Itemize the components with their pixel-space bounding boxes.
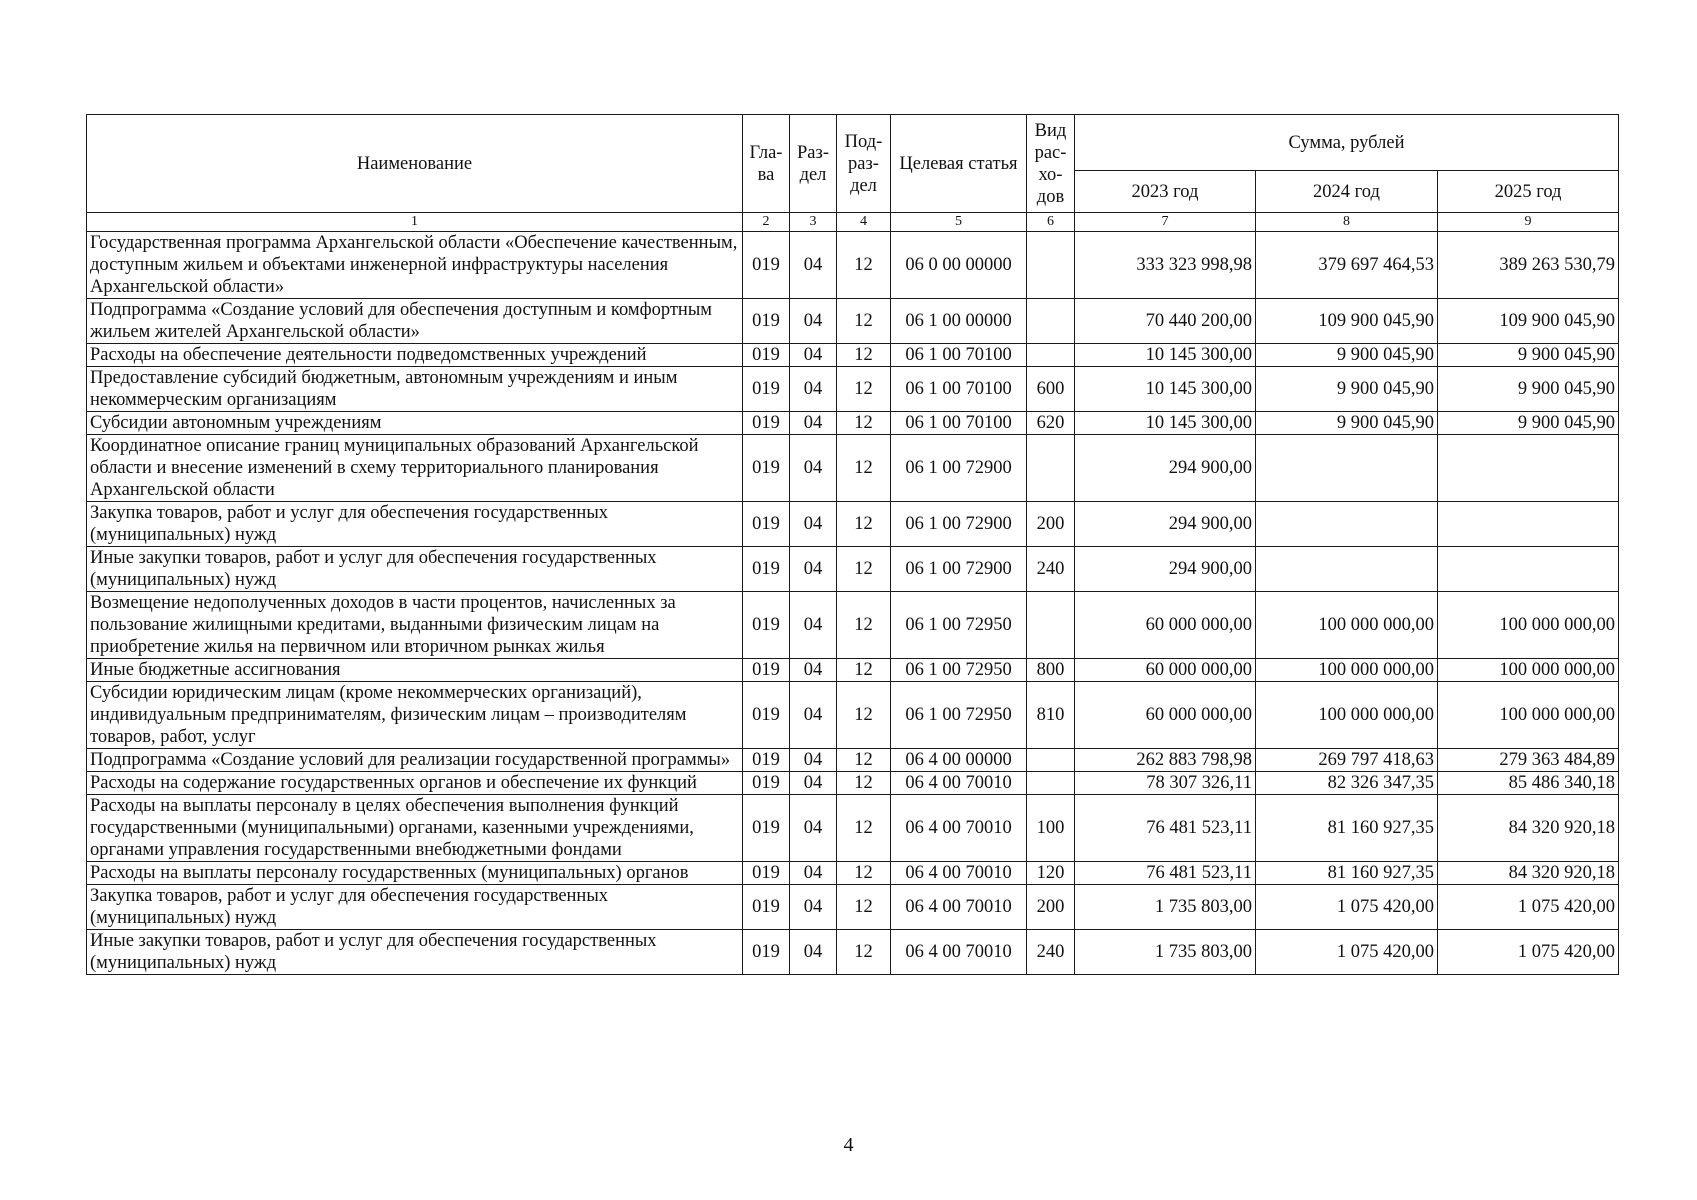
row-amount-2025 [1438,435,1619,502]
row-subsection: 12 [837,592,891,659]
row-amount-2023: 294 900,00 [1075,547,1256,592]
row-name: Закупка товаров, работ и услуг для обеспечения государственных (муниципальных) нужд [87,502,743,547]
row-amount-2024: 100 000 000,00 [1256,682,1438,749]
column-number: 9 [1438,213,1619,232]
row-chapter: 019 [743,772,790,795]
header-sum-group: Сумма, рублей [1075,115,1619,171]
table-row [87,344,1619,367]
row-amount-2024: 1 075 420,00 [1256,930,1438,975]
row-section: 04 [790,412,837,435]
row-target-article: 06 4 00 70010 [891,862,1027,885]
row-name: Подпрограмма «Создание условий для реализации государственной программы» [87,749,743,772]
row-subsection: 12 [837,344,891,367]
row-chapter: 019 [743,547,790,592]
table-row [87,435,1619,502]
table-row [87,862,1619,885]
row-subsection: 12 [837,299,891,344]
row-subsection: 12 [837,885,891,930]
row-target-article: 06 4 00 70010 [891,772,1027,795]
table-row [87,592,1619,659]
row-chapter: 019 [743,344,790,367]
header-year-2024: 2024 год [1256,171,1438,213]
row-amount-2023: 60 000 000,00 [1075,592,1256,659]
row-name: Расходы на содержание государственных органов и обеспечение их функций [87,772,743,795]
row-amount-2025: 9 900 045,90 [1438,344,1619,367]
row-amount-2023: 262 883 798,98 [1075,749,1256,772]
row-amount-2024: 81 160 927,35 [1256,795,1438,862]
row-chapter: 019 [743,930,790,975]
row-amount-2023: 1 735 803,00 [1075,885,1256,930]
row-expense-type [1027,772,1075,795]
row-subsection: 12 [837,367,891,412]
row-name: Субсидии автономным учреждениям [87,412,743,435]
row-amount-2024: 100 000 000,00 [1256,659,1438,682]
table-row [87,795,1619,862]
row-amount-2025: 109 900 045,90 [1438,299,1619,344]
row-expense-type [1027,749,1075,772]
row-chapter: 019 [743,502,790,547]
row-subsection: 12 [837,795,891,862]
row-amount-2023: 294 900,00 [1075,502,1256,547]
row-target-article: 06 1 00 72950 [891,659,1027,682]
row-section: 04 [790,592,837,659]
row-expense-type: 240 [1027,930,1075,975]
row-amount-2023: 60 000 000,00 [1075,659,1256,682]
row-section: 04 [790,682,837,749]
row-amount-2025: 84 320 920,18 [1438,795,1619,862]
row-target-article: 06 1 00 70100 [891,412,1027,435]
table-row [87,930,1619,975]
row-name: Возмещение недополученных доходов в части процентов, начисленных за пользование жилищными кредитами, выданными физическим лицам на приобретение жилья на первичном или вторичном рынках жилья [87,592,743,659]
row-amount-2023: 60 000 000,00 [1075,682,1256,749]
row-section: 04 [790,547,837,592]
row-subsection: 12 [837,232,891,299]
row-subsection: 12 [837,412,891,435]
row-expense-type: 120 [1027,862,1075,885]
row-amount-2024: 9 900 045,90 [1256,412,1438,435]
column-number: 6 [1027,213,1075,232]
column-number-row [87,213,1619,232]
row-section: 04 [790,795,837,862]
header-expense-type: Вид рас-хо-дов [1027,115,1075,213]
row-chapter: 019 [743,862,790,885]
row-section: 04 [790,502,837,547]
column-number: 2 [743,213,790,232]
row-target-article: 06 1 00 72950 [891,592,1027,659]
row-name: Координатное описание границ муниципальных образований Архангельской области и внесение изменений в схему территориального планирования Архангельской области [87,435,743,502]
row-expense-type: 200 [1027,885,1075,930]
row-target-article: 06 1 00 70100 [891,344,1027,367]
table-row [87,547,1619,592]
row-amount-2024: 269 797 418,63 [1256,749,1438,772]
row-subsection: 12 [837,682,891,749]
row-target-article: 06 4 00 70010 [891,930,1027,975]
header-year-2023: 2023 год [1075,171,1256,213]
row-subsection: 12 [837,547,891,592]
table-row [87,299,1619,344]
row-name: Расходы на обеспечение деятельности подведомственных учреждений [87,344,743,367]
row-amount-2024: 81 160 927,35 [1256,862,1438,885]
row-chapter: 019 [743,299,790,344]
row-section: 04 [790,299,837,344]
budget-table [86,114,1619,975]
row-chapter: 019 [743,412,790,435]
table-row [87,749,1619,772]
row-target-article: 06 0 00 00000 [891,232,1027,299]
column-number: 4 [837,213,891,232]
row-amount-2023: 76 481 523,11 [1075,862,1256,885]
row-section: 04 [790,862,837,885]
page-number: 4 [843,1134,854,1156]
table-row [87,502,1619,547]
row-amount-2024: 100 000 000,00 [1256,592,1438,659]
row-subsection: 12 [837,772,891,795]
row-amount-2025: 100 000 000,00 [1438,592,1619,659]
row-amount-2025: 1 075 420,00 [1438,930,1619,975]
row-expense-type [1027,232,1075,299]
row-expense-type: 620 [1027,412,1075,435]
column-number: 5 [891,213,1027,232]
row-amount-2023: 78 307 326,11 [1075,772,1256,795]
row-amount-2025: 84 320 920,18 [1438,862,1619,885]
row-subsection: 12 [837,659,891,682]
row-subsection: 12 [837,930,891,975]
row-target-article: 06 4 00 70010 [891,885,1027,930]
row-amount-2024: 109 900 045,90 [1256,299,1438,344]
row-section: 04 [790,232,837,299]
row-amount-2025: 279 363 484,89 [1438,749,1619,772]
row-chapter: 019 [743,749,790,772]
row-target-article: 06 1 00 00000 [891,299,1027,344]
row-amount-2024 [1256,435,1438,502]
row-amount-2025 [1438,502,1619,547]
table-body [87,232,1619,975]
row-section: 04 [790,435,837,502]
row-chapter: 019 [743,659,790,682]
header-chapter: Гла-ва [743,115,790,213]
header-name: Наименование [87,115,743,213]
row-amount-2023: 70 440 200,00 [1075,299,1256,344]
table-header [87,115,1619,232]
row-expense-type [1027,592,1075,659]
table-row [87,412,1619,435]
row-name: Иные закупки товаров, работ и услуг для обеспечения государственных (муниципальных) нужд [87,930,743,975]
row-expense-type [1027,344,1075,367]
row-amount-2025 [1438,547,1619,592]
row-amount-2024 [1256,502,1438,547]
row-name: Иные бюджетные ассигнования [87,659,743,682]
column-number: 8 [1256,213,1438,232]
row-chapter: 019 [743,367,790,412]
table-row [87,682,1619,749]
row-expense-type [1027,299,1075,344]
row-chapter: 019 [743,795,790,862]
row-amount-2025: 389 263 530,79 [1438,232,1619,299]
row-chapter: 019 [743,232,790,299]
row-name: Предоставление субсидий бюджетным, автономным учреждениям и иным некоммерческим организациям [87,367,743,412]
table-row [87,659,1619,682]
row-expense-type: 100 [1027,795,1075,862]
row-expense-type: 600 [1027,367,1075,412]
row-chapter: 019 [743,592,790,659]
row-amount-2024: 1 075 420,00 [1256,885,1438,930]
column-number: 1 [87,213,743,232]
row-amount-2023: 10 145 300,00 [1075,412,1256,435]
row-name: Закупка товаров, работ и услуг для обеспечения государственных (муниципальных) нужд [87,885,743,930]
row-name: Государственная программа Архангельской области «Обеспечение качественным, доступным жильем и объектами инженерной инфраструктуры населения Архангельской области» [87,232,743,299]
row-amount-2023: 76 481 523,11 [1075,795,1256,862]
row-amount-2024: 379 697 464,53 [1256,232,1438,299]
row-chapter: 019 [743,435,790,502]
row-amount-2025: 100 000 000,00 [1438,659,1619,682]
row-expense-type [1027,435,1075,502]
table-row [87,232,1619,299]
column-number: 3 [790,213,837,232]
row-amount-2025: 85 486 340,18 [1438,772,1619,795]
row-amount-2025: 9 900 045,90 [1438,412,1619,435]
row-section: 04 [790,344,837,367]
row-subsection: 12 [837,502,891,547]
row-name: Расходы на выплаты персоналу в целях обеспечения выполнения функций государственными (муниципальными) органами, казенными учреждениями, органами управления государственными внебюджетными фондами [87,795,743,862]
table-row [87,885,1619,930]
row-amount-2023: 294 900,00 [1075,435,1256,502]
row-target-article: 06 1 00 72950 [891,682,1027,749]
row-target-article: 06 1 00 72900 [891,502,1027,547]
row-target-article: 06 4 00 00000 [891,749,1027,772]
row-amount-2023: 1 735 803,00 [1075,930,1256,975]
row-amount-2023: 10 145 300,00 [1075,344,1256,367]
row-amount-2025: 100 000 000,00 [1438,682,1619,749]
header-target: Целевая статья [891,115,1027,213]
table-row [87,367,1619,412]
row-section: 04 [790,659,837,682]
row-amount-2025: 1 075 420,00 [1438,885,1619,930]
row-subsection: 12 [837,749,891,772]
row-expense-type: 200 [1027,502,1075,547]
row-section: 04 [790,367,837,412]
row-name: Подпрограмма «Создание условий для обеспечения доступным и комфортным жильем жителей Архангельской области» [87,299,743,344]
row-section: 04 [790,885,837,930]
row-section: 04 [790,749,837,772]
row-target-article: 06 4 00 70010 [891,795,1027,862]
row-amount-2024: 9 900 045,90 [1256,344,1438,367]
row-amount-2023: 333 323 998,98 [1075,232,1256,299]
row-name: Иные закупки товаров, работ и услуг для обеспечения государственных (муниципальных) нужд [87,547,743,592]
row-target-article: 06 1 00 70100 [891,367,1027,412]
row-subsection: 12 [837,435,891,502]
header-year-2025: 2025 год [1438,171,1619,213]
row-amount-2024: 9 900 045,90 [1256,367,1438,412]
row-subsection: 12 [837,862,891,885]
row-expense-type: 810 [1027,682,1075,749]
row-name: Расходы на выплаты персоналу государственных (муниципальных) органов [87,862,743,885]
row-chapter: 019 [743,885,790,930]
row-expense-type: 240 [1027,547,1075,592]
table-row [87,772,1619,795]
row-section: 04 [790,930,837,975]
row-expense-type: 800 [1027,659,1075,682]
column-number: 7 [1075,213,1256,232]
row-target-article: 06 1 00 72900 [891,435,1027,502]
row-amount-2024: 82 326 347,35 [1256,772,1438,795]
row-name: Субсидии юридическим лицам (кроме некоммерческих организаций), индивидуальным предпринимателям, физическим лицам – производителям товаров, работ, услуг [87,682,743,749]
row-section: 04 [790,772,837,795]
row-target-article: 06 1 00 72900 [891,547,1027,592]
row-amount-2024 [1256,547,1438,592]
header-subsection: Под-раз-дел [837,115,891,213]
row-amount-2023: 10 145 300,00 [1075,367,1256,412]
row-amount-2025: 9 900 045,90 [1438,367,1619,412]
row-chapter: 019 [743,682,790,749]
header-section: Раз-дел [790,115,837,213]
